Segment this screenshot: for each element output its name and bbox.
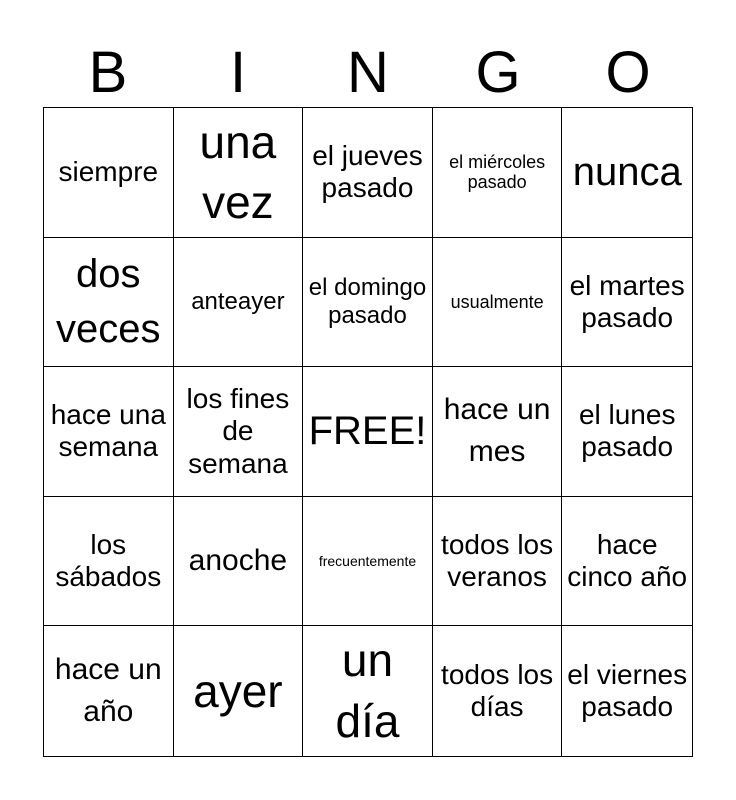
header-letter-i: I <box>229 40 247 105</box>
bingo-cell[interactable]: los sábados <box>44 497 174 627</box>
header-letter-b: B <box>88 40 128 105</box>
bingo-cell[interactable]: el jueves pasado <box>303 108 433 238</box>
bingo-cell[interactable]: anteayer <box>174 238 304 368</box>
bingo-cell[interactable]: el martes pasado <box>562 238 692 368</box>
bingo-header <box>43 40 693 106</box>
bingo-cell[interactable]: hace una semana <box>44 367 174 497</box>
bingo-cell[interactable]: un día <box>303 626 433 756</box>
bingo-cell[interactable]: todos los veranos <box>433 497 563 627</box>
bingo-cell[interactable]: el domingo pasado <box>303 238 433 368</box>
bingo-cell[interactable]: los fines de semana <box>174 367 304 497</box>
bingo-cell[interactable]: frecuentemente <box>303 497 433 627</box>
bingo-cell[interactable]: nunca <box>562 108 692 238</box>
bingo-cell[interactable]: ayer <box>174 626 304 756</box>
bingo-cell[interactable]: dos veces <box>44 238 174 368</box>
bingo-cell[interactable]: el miércoles pasado <box>433 108 563 238</box>
bingo-cell[interactable]: hace cinco año <box>562 497 692 627</box>
bingo-cell[interactable]: todos los días <box>433 626 563 756</box>
header-letter-o: O <box>605 40 651 105</box>
bingo-board <box>43 107 693 757</box>
bingo-cell[interactable]: anoche <box>174 497 304 627</box>
bingo-cell[interactable]: hace un año <box>44 626 174 756</box>
bingo-cell[interactable]: hace un mes <box>433 367 563 497</box>
bingo-cell[interactable]: el viernes pasado <box>567 659 688 723</box>
bingo-cell[interactable]: usualmente <box>433 238 563 368</box>
header-letter-n: N <box>347 40 389 105</box>
bingo-cell[interactable]: el lunes pasado <box>562 367 692 497</box>
free-space[interactable]: FREE! <box>303 367 433 497</box>
header-letter-g: G <box>475 40 521 105</box>
bingo-cell[interactable]: siempre <box>44 108 174 238</box>
bingo-cell[interactable]: una vez <box>174 108 304 238</box>
